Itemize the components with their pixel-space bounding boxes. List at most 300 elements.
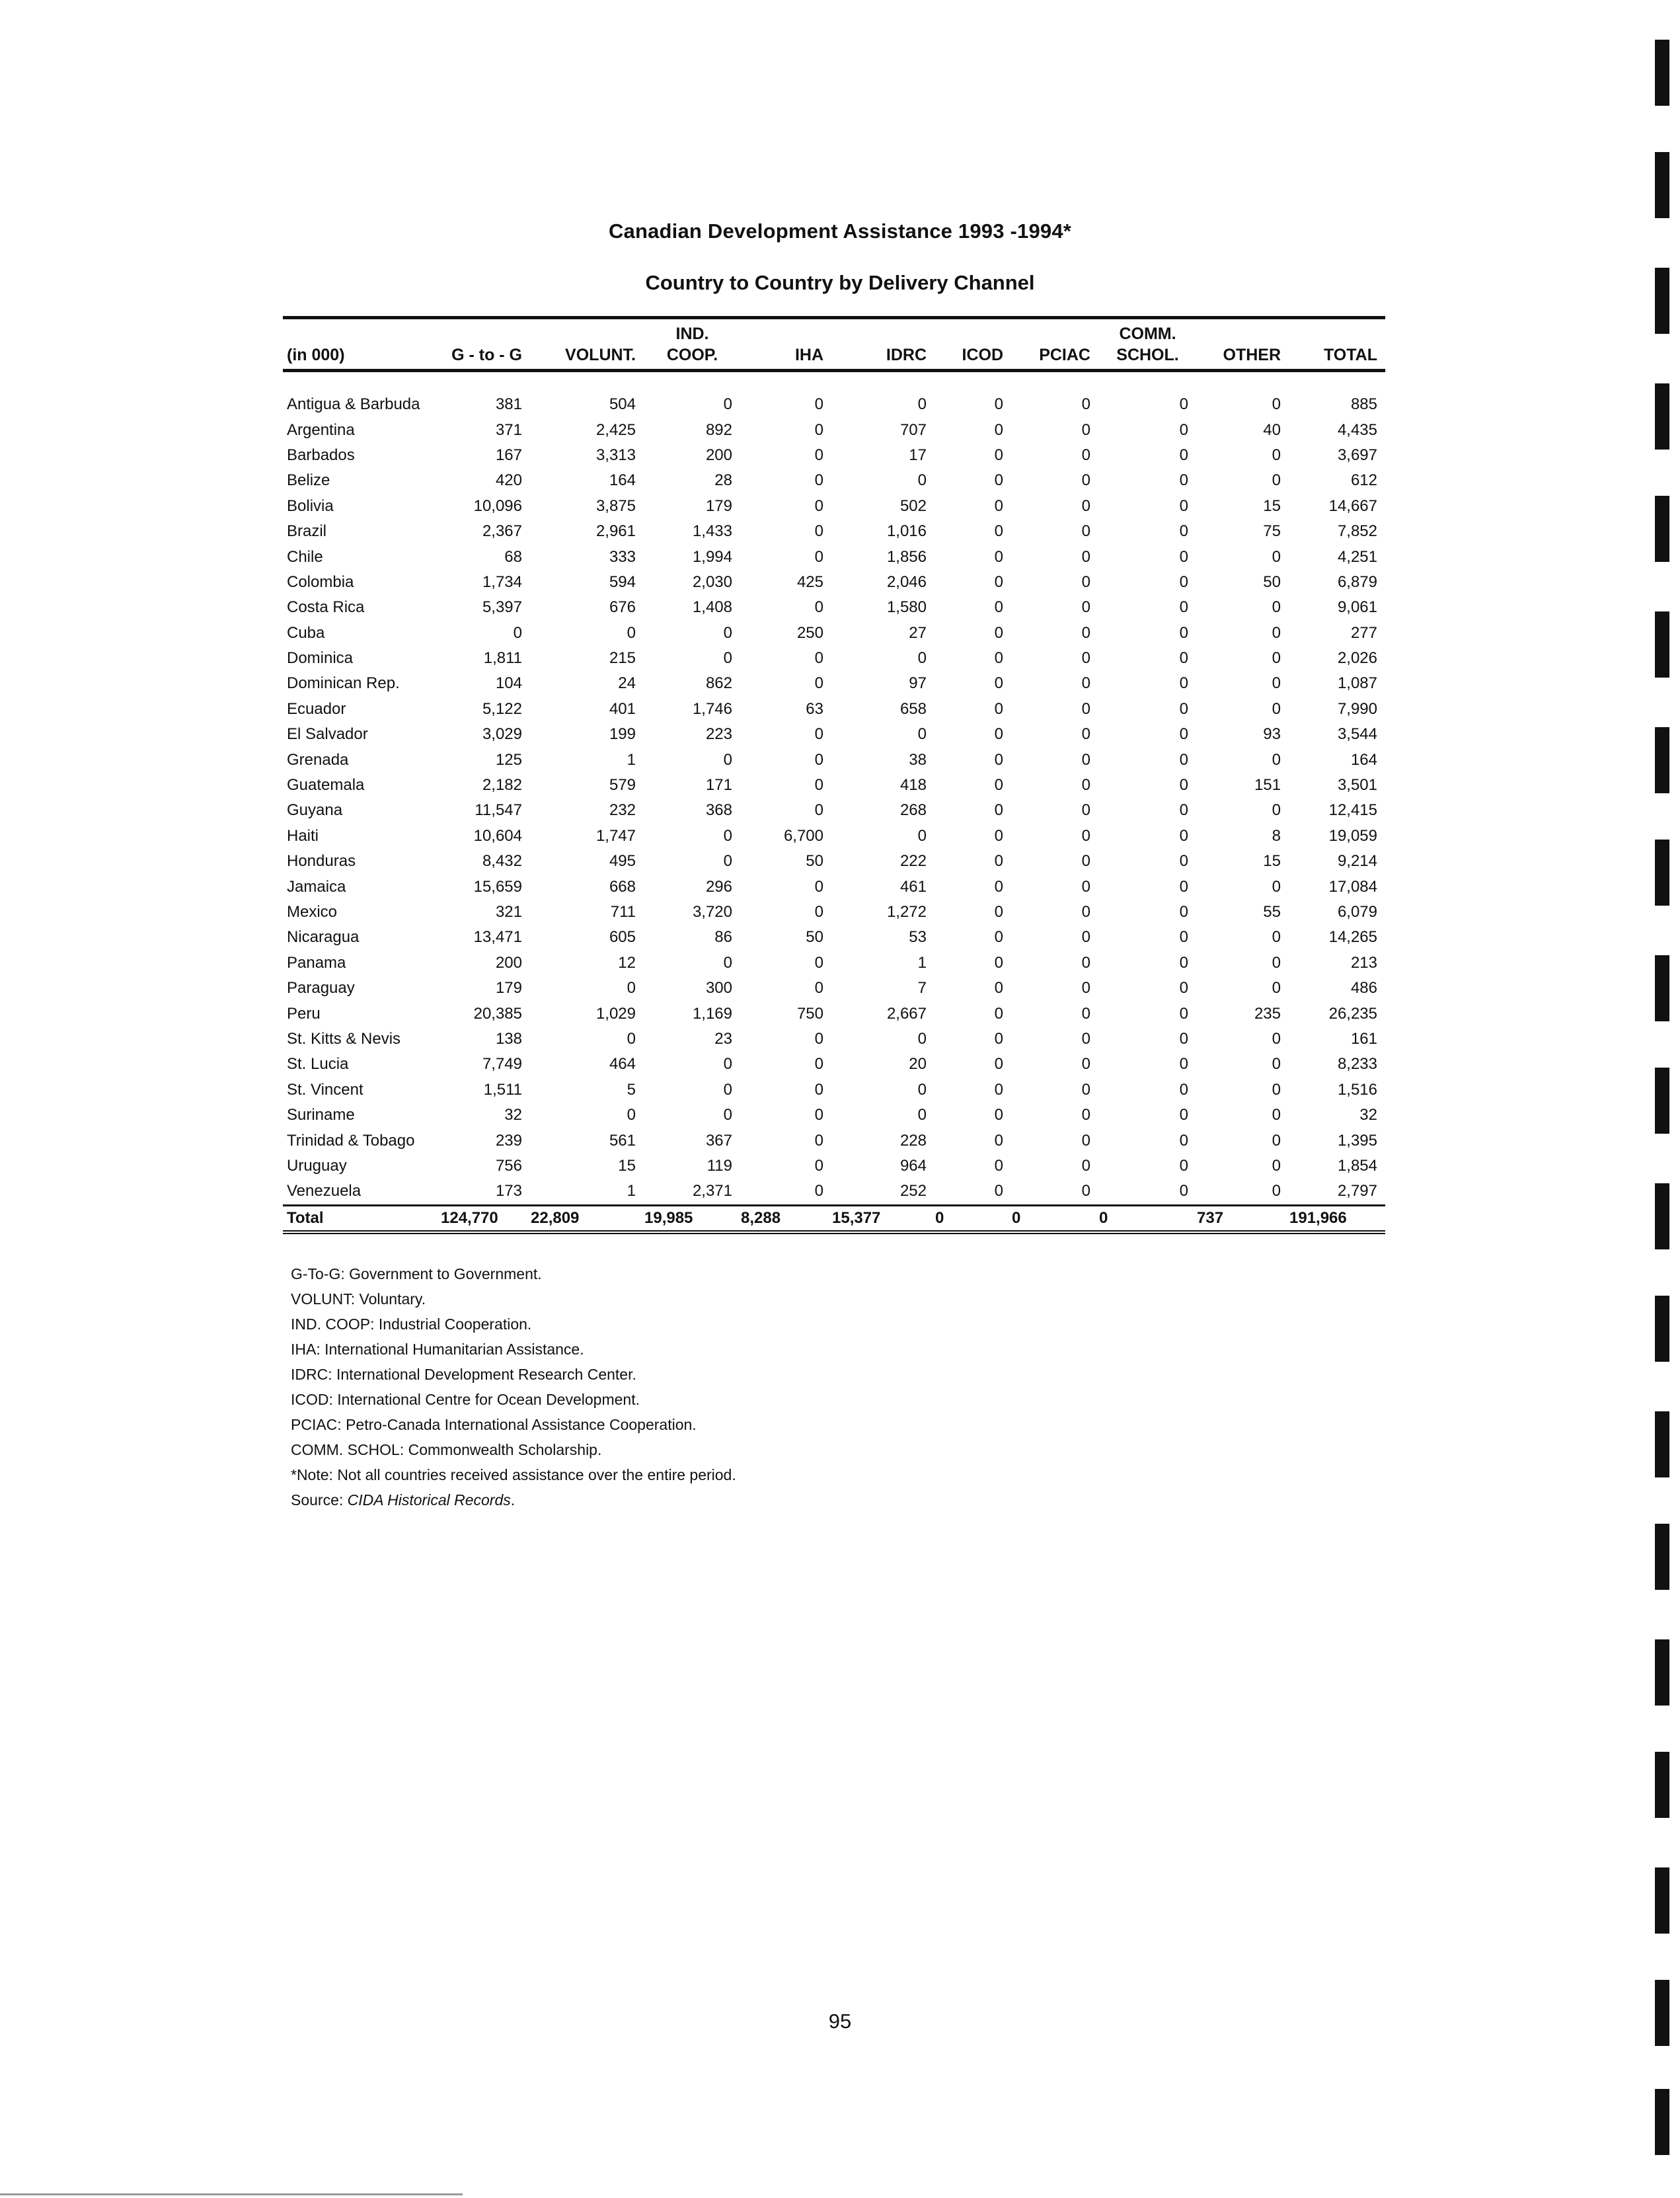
- cell-icod: 0: [994, 446, 1003, 464]
- cell-idrc: 97: [909, 674, 927, 693]
- country-name: St. Lucia: [287, 1055, 349, 1074]
- table-row: [283, 671, 1385, 696]
- cell-ind-coop: 1,994: [692, 547, 732, 566]
- cell-volunt: 1,747: [595, 826, 636, 845]
- table-row: [283, 925, 1385, 950]
- cell-idrc: 1,580: [886, 598, 927, 617]
- cell-volunt: 1: [627, 750, 636, 769]
- cell-ind-coop: 200: [705, 446, 732, 464]
- cell-ind-coop: 119: [706, 1156, 732, 1175]
- header-top-other: [1196, 318, 1289, 345]
- cell-total: 1,395: [1337, 1131, 1377, 1150]
- table-row: [283, 544, 1385, 569]
- cell-gtog: 420: [495, 471, 522, 490]
- cell-gtog: 167: [495, 446, 522, 464]
- cell-iha: 0: [814, 1131, 823, 1150]
- cell-total: 9,214: [1337, 852, 1377, 871]
- cell-idrc: 0: [917, 1029, 927, 1048]
- cell-ind-coop: 368: [705, 801, 732, 820]
- cell-other: 0: [1272, 928, 1281, 947]
- abbreviation-notes: [291, 1261, 736, 1512]
- cell-comm-schol: 0: [1179, 776, 1188, 795]
- cell-other: 0: [1272, 1080, 1281, 1099]
- binder-mark: [1655, 1524, 1669, 1590]
- cell-icod: 0: [994, 725, 1003, 744]
- cell-iha: 425: [796, 572, 823, 591]
- cell-idrc: 502: [899, 496, 927, 515]
- cell-total: 3,697: [1337, 446, 1377, 464]
- cell-ind-coop: 1,169: [692, 1004, 732, 1023]
- cell-icod: 0: [994, 1131, 1003, 1150]
- cell-comm-schol: 0: [1179, 547, 1188, 566]
- cell-iha: 0: [814, 649, 823, 668]
- cell-comm-schol: 0: [1179, 826, 1188, 845]
- cell-idrc: 0: [917, 826, 927, 845]
- cell-comm-schol: 0: [1179, 446, 1188, 464]
- cell-idrc: 228: [899, 1131, 927, 1150]
- cell-ind-coop: 1,746: [692, 699, 732, 718]
- cell-gtog: 173: [495, 1182, 522, 1200]
- table-row: [283, 722, 1385, 747]
- cell-volunt: 0: [627, 623, 636, 642]
- cell-other: 235: [1254, 1004, 1281, 1023]
- country-name: Guyana: [287, 801, 343, 820]
- cell-gtog: 13,471: [473, 928, 522, 947]
- cell-iha: 0: [814, 750, 823, 769]
- cell-total: 14,667: [1328, 496, 1377, 515]
- cell-ind-coop: 1,408: [692, 598, 732, 617]
- cell-other: 0: [1272, 1029, 1281, 1048]
- cell-iha: 0: [814, 1182, 823, 1200]
- cell-other: 0: [1272, 1106, 1281, 1124]
- country-name: Peru: [287, 1004, 321, 1023]
- cell-iha: 0: [814, 674, 823, 693]
- cell-volunt: 711: [610, 903, 636, 921]
- cell-gtog: 2,367: [482, 522, 522, 541]
- cell-other: 0: [1272, 623, 1281, 642]
- cell-gtog: 10,096: [473, 496, 522, 515]
- cell-comm-schol: 0: [1179, 1055, 1188, 1074]
- cell-idrc: 0: [917, 471, 927, 490]
- binder-mark: [1655, 1752, 1669, 1818]
- country-name: Brazil: [287, 522, 327, 541]
- cell-iha: 0: [814, 598, 823, 617]
- note-iha: IHA: International Humanitarian Assistance.: [291, 1341, 584, 1358]
- cell-ind-coop: 2,030: [692, 572, 732, 591]
- total-ind-coop: 19,985: [644, 1205, 740, 1232]
- cell-icod: 0: [994, 852, 1003, 871]
- cell-iha: 0: [814, 725, 823, 744]
- cell-iha: 0: [814, 446, 823, 464]
- cell-icod: 0: [994, 1156, 1003, 1175]
- cell-icod: 0: [994, 598, 1003, 617]
- cell-total: 885: [1350, 395, 1377, 414]
- cell-total: 4,251: [1337, 547, 1377, 566]
- cell-ind-coop: 0: [723, 1106, 732, 1124]
- cell-icod: 0: [994, 395, 1003, 414]
- cell-volunt: 24: [618, 674, 636, 693]
- cell-iha: 0: [814, 1156, 823, 1175]
- header-pciac: PCIAC: [1011, 344, 1098, 371]
- cell-volunt: 199: [609, 725, 636, 744]
- cell-idrc: 2,046: [886, 572, 927, 591]
- cell-iha: 0: [814, 979, 823, 998]
- total-idrc: 15,377: [831, 1205, 935, 1232]
- cell-iha: 0: [814, 776, 823, 795]
- country-name: Jamaica: [287, 877, 346, 896]
- cell-comm-schol: 0: [1179, 1182, 1188, 1200]
- cell-gtog: 20,385: [473, 1004, 522, 1023]
- note-ind-coop: IND. COOP: Industrial Cooperation.: [291, 1315, 532, 1333]
- cell-other: 0: [1272, 674, 1281, 693]
- cell-icod: 0: [994, 1106, 1003, 1124]
- table-row: [283, 595, 1385, 620]
- table-row: [283, 519, 1385, 544]
- binder-mark: [1655, 383, 1669, 450]
- cell-gtog: 68: [504, 547, 522, 566]
- total-icod: 0: [935, 1205, 1011, 1232]
- cell-volunt: 2,961: [595, 522, 636, 541]
- cell-gtog: 381: [495, 395, 522, 414]
- binder-mark: [1655, 1639, 1669, 1706]
- cell-gtog: 2,182: [482, 776, 522, 795]
- table-row: [283, 621, 1385, 646]
- cell-icod: 0: [994, 496, 1003, 515]
- cell-iha: 0: [814, 1055, 823, 1074]
- cell-ind-coop: 296: [705, 877, 732, 896]
- cell-total: 2,026: [1337, 649, 1377, 668]
- binder-mark: [1655, 2089, 1669, 2155]
- binder-mark: [1655, 727, 1669, 793]
- cell-iha: 0: [814, 953, 823, 972]
- cell-iha: 63: [806, 699, 823, 718]
- source-line: [291, 1487, 736, 1512]
- cell-other: 0: [1272, 598, 1281, 617]
- cell-iha: 50: [806, 928, 823, 947]
- table-row: [283, 849, 1385, 874]
- cell-iha: 0: [814, 420, 823, 439]
- cell-iha: 0: [814, 877, 823, 896]
- cell-ind-coop: 2,371: [692, 1182, 732, 1200]
- header-row-bottom: [283, 344, 1385, 371]
- cell-ind-coop: 862: [705, 674, 732, 693]
- table-row: [283, 1179, 1385, 1205]
- country-name: Belize: [287, 471, 330, 490]
- cell-volunt: 1: [627, 1182, 636, 1200]
- table-row: [283, 697, 1385, 722]
- cell-gtog: 239: [495, 1131, 522, 1150]
- cell-idrc: 2,667: [886, 1004, 927, 1023]
- cell-idrc: 1,016: [886, 522, 927, 541]
- cell-icod: 0: [994, 903, 1003, 921]
- total-iha: 8,288: [740, 1205, 831, 1232]
- cell-ind-coop: 892: [705, 420, 732, 439]
- cell-idrc: 418: [899, 776, 927, 795]
- country-name: Nicaragua: [287, 928, 360, 947]
- cell-volunt: 1,029: [595, 1004, 636, 1023]
- cell-volunt: 15: [618, 1156, 636, 1175]
- cell-pciac: 0: [1081, 1106, 1090, 1124]
- cell-ind-coop: 23: [714, 1029, 732, 1048]
- cell-icod: 0: [994, 1029, 1003, 1048]
- cell-total: 164: [1350, 750, 1377, 769]
- cell-total: 7,990: [1337, 699, 1377, 718]
- cell-pciac: 0: [1081, 826, 1090, 845]
- binder-mark: [1655, 955, 1669, 1021]
- cell-other: 15: [1263, 496, 1281, 515]
- source-suffix: .: [510, 1491, 515, 1509]
- cell-total: 612: [1350, 471, 1377, 490]
- cell-other: 0: [1272, 877, 1281, 896]
- cell-idrc: 53: [909, 928, 927, 947]
- country-name: Costa Rica: [287, 598, 365, 617]
- binder-mark: [1655, 40, 1669, 106]
- cell-pciac: 0: [1081, 1156, 1090, 1175]
- cell-idrc: 1: [917, 953, 927, 972]
- country-name: Haiti: [287, 826, 319, 845]
- cell-iha: 750: [796, 1004, 823, 1023]
- cell-volunt: 495: [609, 852, 636, 871]
- cell-other: 75: [1263, 522, 1281, 541]
- cell-ind-coop: 0: [723, 852, 732, 871]
- cell-comm-schol: 0: [1179, 877, 1188, 896]
- cell-iha: 0: [814, 395, 823, 414]
- cell-volunt: 401: [609, 699, 636, 718]
- cell-gtog: 8,432: [482, 852, 522, 871]
- cell-comm-schol: 0: [1179, 928, 1188, 947]
- binder-mark: [1655, 1296, 1669, 1362]
- assistance-table: [283, 316, 1385, 1234]
- cell-iha: 0: [814, 471, 823, 490]
- note-volunt: VOLUNT: Voluntary.: [291, 1290, 426, 1308]
- header-top-pciac: [1011, 318, 1098, 345]
- cell-icod: 0: [994, 776, 1003, 795]
- cell-icod: 0: [994, 1004, 1003, 1023]
- header-top-ind-coop: IND.: [644, 318, 740, 345]
- cell-comm-schol: 0: [1179, 1106, 1188, 1124]
- cell-pciac: 0: [1081, 649, 1090, 668]
- table-row: [283, 773, 1385, 798]
- country-name: St. Kitts & Nevis: [287, 1029, 401, 1048]
- table-row: [283, 900, 1385, 925]
- document-title: Canadian Development Assistance 1993 -1994*: [608, 219, 1072, 243]
- cell-idrc: 0: [917, 649, 927, 668]
- country-name: Antigua & Barbuda: [287, 395, 420, 414]
- country-name: Colombia: [287, 572, 354, 591]
- country-name: Ecuador: [287, 699, 346, 718]
- country-name: Bolivia: [287, 496, 334, 515]
- total-pciac: 0: [1011, 1205, 1098, 1232]
- cell-gtog: 179: [495, 979, 522, 998]
- cell-idrc: 268: [899, 801, 927, 820]
- note-gtog: G-To-G: Government to Government.: [291, 1265, 542, 1282]
- cell-icod: 0: [994, 649, 1003, 668]
- cell-ind-coop: 179: [705, 496, 732, 515]
- cell-pciac: 0: [1081, 1055, 1090, 1074]
- table-row: [283, 1103, 1385, 1128]
- cell-comm-schol: 0: [1179, 1080, 1188, 1099]
- cell-total: 1,854: [1337, 1156, 1377, 1175]
- cell-pciac: 0: [1081, 750, 1090, 769]
- cell-icod: 0: [994, 979, 1003, 998]
- table-row: [283, 417, 1385, 442]
- cell-iha: 0: [814, 496, 823, 515]
- cell-comm-schol: 0: [1179, 979, 1188, 998]
- cell-icod: 0: [994, 623, 1003, 642]
- cell-comm-schol: 0: [1179, 395, 1188, 414]
- cell-other: 0: [1272, 547, 1281, 566]
- cell-other: 0: [1272, 1131, 1281, 1150]
- header-comm-schol: SCHOL.: [1098, 344, 1196, 371]
- cell-ind-coop: 0: [723, 1080, 732, 1099]
- cell-ind-coop: 0: [723, 750, 732, 769]
- scan-edge-line: [0, 2193, 463, 2195]
- cell-pciac: 0: [1081, 877, 1090, 896]
- cell-icod: 0: [994, 699, 1003, 718]
- cell-ind-coop: 28: [714, 471, 732, 490]
- cell-idrc: 17: [909, 446, 927, 464]
- cell-other: 0: [1272, 649, 1281, 668]
- cell-total: 2,797: [1337, 1182, 1377, 1200]
- cell-comm-schol: 0: [1179, 725, 1188, 744]
- cell-other: 151: [1254, 776, 1281, 795]
- cell-icod: 0: [994, 928, 1003, 947]
- country-name: Dominican Rep.: [287, 674, 400, 693]
- cell-volunt: 0: [627, 979, 636, 998]
- cell-pciac: 0: [1081, 776, 1090, 795]
- cell-volunt: 676: [609, 598, 636, 617]
- total-gtog: 124,770: [440, 1205, 530, 1232]
- cell-total: 1,516: [1337, 1080, 1377, 1099]
- table-body: [283, 371, 1385, 1206]
- cell-pciac: 0: [1081, 674, 1090, 693]
- total-volunt: 22,809: [530, 1205, 644, 1232]
- cell-gtog: 1,511: [483, 1080, 522, 1099]
- cell-other: 55: [1263, 903, 1281, 921]
- cell-total: 8,233: [1337, 1055, 1377, 1074]
- cell-total: 19,059: [1328, 826, 1377, 845]
- cell-pciac: 0: [1081, 699, 1090, 718]
- country-name: Suriname: [287, 1106, 355, 1124]
- cell-ind-coop: 367: [705, 1131, 732, 1150]
- cell-iha: 6,700: [783, 826, 823, 845]
- cell-icod: 0: [994, 471, 1003, 490]
- binder-mark: [1655, 496, 1669, 562]
- cell-other: 0: [1272, 1182, 1281, 1200]
- country-name: Paraguay: [287, 979, 355, 998]
- binder-mark: [1655, 268, 1669, 334]
- cell-comm-schol: 0: [1179, 598, 1188, 617]
- cell-idrc: 0: [917, 1106, 927, 1124]
- cell-ind-coop: 0: [723, 1055, 732, 1074]
- cell-idrc: 707: [899, 420, 927, 439]
- cell-icod: 0: [994, 547, 1003, 566]
- cell-gtog: 11,547: [475, 801, 522, 820]
- cell-idrc: 964: [899, 1156, 927, 1175]
- cell-volunt: 605: [609, 928, 636, 947]
- binder-mark: [1655, 152, 1669, 218]
- cell-icod: 0: [994, 826, 1003, 845]
- header-volunt: VOLUNT.: [530, 344, 644, 371]
- cell-icod: 0: [994, 877, 1003, 896]
- cell-ind-coop: 0: [723, 649, 732, 668]
- cell-comm-schol: 0: [1179, 750, 1188, 769]
- table-row: [283, 646, 1385, 671]
- cell-gtog: 371: [495, 420, 522, 439]
- country-name: St. Vincent: [287, 1080, 363, 1099]
- unit-label: (in 000): [283, 344, 440, 371]
- cell-pciac: 0: [1081, 903, 1090, 921]
- cell-comm-schol: 0: [1179, 522, 1188, 541]
- cell-gtog: 3,029: [482, 725, 522, 744]
- cell-pciac: 0: [1081, 547, 1090, 566]
- cell-idrc: 0: [917, 1080, 927, 1099]
- cell-total: 277: [1350, 623, 1377, 642]
- cell-total: 6,879: [1337, 572, 1377, 591]
- cell-ind-coop: 3,720: [692, 903, 732, 921]
- cell-gtog: 756: [495, 1156, 522, 1175]
- cell-pciac: 0: [1081, 1080, 1090, 1099]
- header-ind-coop: COOP.: [644, 344, 740, 371]
- note-comm-schol: COMM. SCHOL: Commonwealth Scholarship.: [291, 1441, 602, 1458]
- cell-ind-coop: 223: [705, 725, 732, 744]
- cell-ind-coop: 0: [723, 953, 732, 972]
- cell-pciac: 0: [1081, 522, 1090, 541]
- cell-pciac: 0: [1081, 572, 1090, 591]
- cell-iha: 0: [814, 1080, 823, 1099]
- cell-ind-coop: 171: [705, 776, 732, 795]
- header-total: TOTAL: [1289, 344, 1385, 371]
- binder-mark: [1655, 1980, 1669, 2046]
- cell-pciac: 0: [1081, 1029, 1090, 1048]
- header-icod: ICOD: [935, 344, 1011, 371]
- header-top-comm-schol: COMM.: [1098, 318, 1196, 345]
- cell-iha: 0: [814, 522, 823, 541]
- cell-comm-schol: 0: [1179, 674, 1188, 693]
- cell-pciac: 0: [1081, 623, 1090, 642]
- cell-total: 7,852: [1337, 522, 1377, 541]
- document-subtitle: Country to Country by Delivery Channel: [645, 271, 1035, 294]
- table-row: [283, 874, 1385, 899]
- cell-other: 0: [1272, 395, 1281, 414]
- cell-gtog: 321: [495, 903, 522, 921]
- cell-volunt: 164: [609, 471, 636, 490]
- cell-comm-schol: 0: [1179, 471, 1188, 490]
- cell-idrc: 0: [917, 725, 927, 744]
- cell-gtog: 32: [504, 1106, 522, 1124]
- country-name: El Salvador: [287, 725, 368, 744]
- table-row: [283, 747, 1385, 772]
- cell-gtog: 7,749: [482, 1055, 522, 1074]
- cell-volunt: 333: [609, 547, 636, 566]
- cell-icod: 0: [994, 674, 1003, 693]
- cell-icod: 0: [994, 1080, 1003, 1099]
- binder-edge-marks: [1655, 40, 1675, 2181]
- table-row: [283, 824, 1385, 849]
- cell-icod: 0: [994, 522, 1003, 541]
- cell-icod: 0: [994, 801, 1003, 820]
- cell-other: 40: [1263, 420, 1281, 439]
- cell-volunt: 0: [627, 1029, 636, 1048]
- cell-idrc: 222: [899, 852, 927, 871]
- cell-iha: 0: [814, 1029, 823, 1048]
- cell-iha: 0: [814, 1106, 823, 1124]
- country-name: Honduras: [287, 852, 356, 871]
- table-row: [283, 570, 1385, 595]
- cell-idrc: 658: [899, 699, 927, 718]
- cell-idrc: 0: [917, 395, 927, 414]
- cell-total: 14,265: [1328, 928, 1377, 947]
